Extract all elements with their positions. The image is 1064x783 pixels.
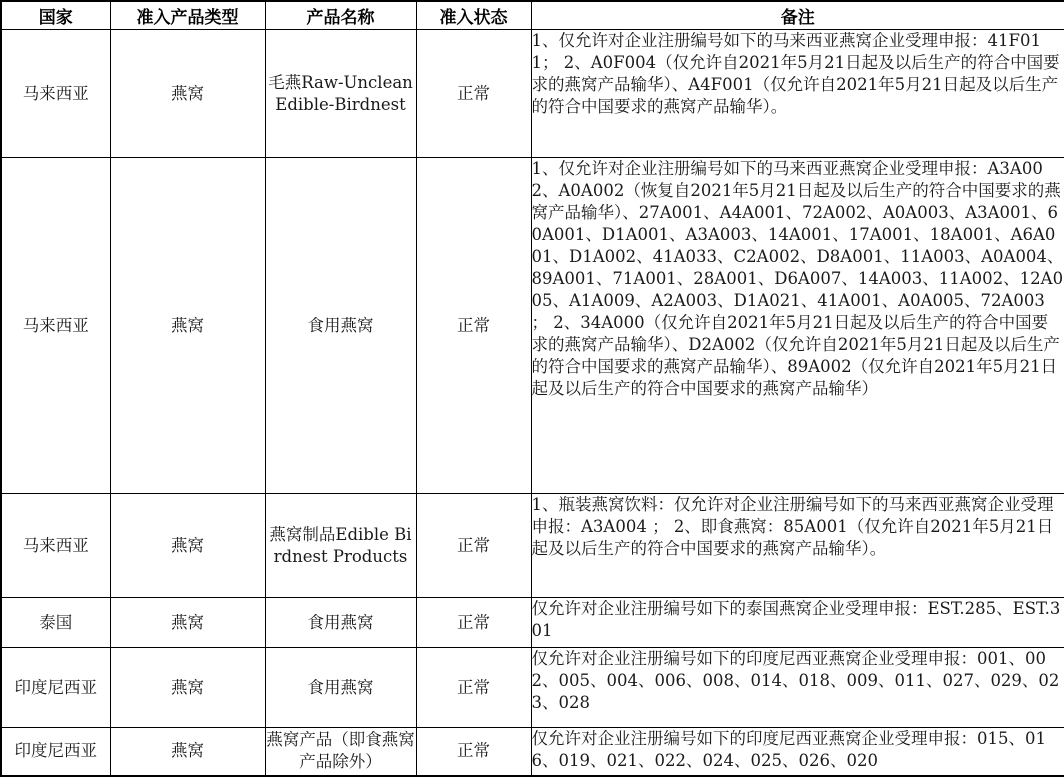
table-row xyxy=(1,728,1064,776)
cell-notes: 仅允许对企业注册编号如下的印度尼西亚燕窝企业受理申报：015、016、019、021、022、024、025、026、020 xyxy=(531,728,1064,776)
cell-status: 正常 xyxy=(416,728,531,776)
cell-notes: 仅允许对企业注册编号如下的泰国燕窝企业受理申报：EST.285、EST.301 xyxy=(531,598,1064,648)
cell-product-type: 燕窝 xyxy=(110,30,265,158)
table-row xyxy=(1,30,1064,158)
table-row xyxy=(1,598,1064,648)
cell-country: 马来西亚 xyxy=(1,158,110,494)
cell-status: 正常 xyxy=(416,598,531,648)
cell-country: 印度尼西亚 xyxy=(1,728,110,776)
cell-status: 正常 xyxy=(416,494,531,598)
cell-status: 正常 xyxy=(416,30,531,158)
table-row xyxy=(1,648,1064,728)
cell-status: 正常 xyxy=(416,158,531,494)
header-product-type: 准入产品类型 xyxy=(110,1,265,30)
header-product-name: 产品名称 xyxy=(265,1,416,30)
cell-product-name: 食用燕窝 xyxy=(265,598,416,648)
cell-product-type: 燕窝 xyxy=(110,648,265,728)
cell-status: 正常 xyxy=(416,648,531,728)
header-row xyxy=(1,1,1064,30)
header-country: 国家 xyxy=(1,1,110,30)
table-row xyxy=(1,158,1064,494)
cell-product-type: 燕窝 xyxy=(110,494,265,598)
header-notes: 备注 xyxy=(531,1,1064,30)
cell-product-name: 毛燕Raw-Unclean Edible-Birdnest xyxy=(265,30,416,158)
cell-country: 印度尼西亚 xyxy=(1,648,110,728)
cell-notes: 1、仅允许对企业注册编号如下的马来西亚燕窝企业受理申报：41F011； 2、A0F004（仅允许自2021年5月21日起及以后生产的符合中国要求的燕窝产品输华）、A4F001（仅允许自2021年5月21日起及以后生产的符合中国要求的燕窝产品输华）。 xyxy=(531,30,1064,158)
cell-product-name: 燕窝产品（即食燕窝产品除外） xyxy=(265,728,416,776)
cell-product-name: 食用燕窝 xyxy=(265,158,416,494)
cell-notes: 仅允许对企业注册编号如下的印度尼西亚燕窝企业受理申报：001、002、005、004、006、008、014、018、009、011、027、029、023、028 xyxy=(531,648,1064,728)
header-status: 准入状态 xyxy=(416,1,531,30)
table-row xyxy=(1,494,1064,598)
cell-country: 泰国 xyxy=(1,598,110,648)
cell-country: 马来西亚 xyxy=(1,494,110,598)
cell-notes: 1、瓶装燕窝饮料：仅允许对企业注册编号如下的马来西亚燕窝企业受理申报：A3A004 ； 2、即食燕窝：85A001（仅允许自2021年5月21日起及以后生产的符合中国要求的燕窝产品输华）。 xyxy=(531,494,1064,598)
cell-product-type: 燕窝 xyxy=(110,158,265,494)
cell-product-name: 燕窝制品Edible Birdnest Products xyxy=(265,494,416,598)
cell-notes: 1、仅允许对企业注册编号如下的马来西亚燕窝企业受理申报：A3A002、A0A002（恢复自2021年5月21日起及以后生产的符合中国要求的燕窝产品输华）、27A001、A4A001、72A002、A0A003、A3A001、60A001、D1A001、A3A003、14A001、17A001、18A001、A6A001、D1A002、41A033、C2A002、D8A001、11A003、A0A004、89A001、71A001、28A001、D6A007、14A003、11A002、12A005、A1A009、A2A003、D1A021、41A001、A0A005、72A003 ； 2、34A000（仅允许自2021年5月21日起及以后生产的符合中国要求的燕窝产品输华）、D2A002（仅允许自2021年5月21日起及以后生产的符合中国要求的燕窝产品输华）、89A002（仅允许自2021年5月21日起及以后生产的符合中国要求的燕窝产品输华） xyxy=(531,158,1064,494)
cell-product-type: 燕窝 xyxy=(110,728,265,776)
cell-country: 马来西亚 xyxy=(1,30,110,158)
cell-product-type: 燕窝 xyxy=(110,598,265,648)
cell-product-name: 食用燕窝 xyxy=(265,648,416,728)
